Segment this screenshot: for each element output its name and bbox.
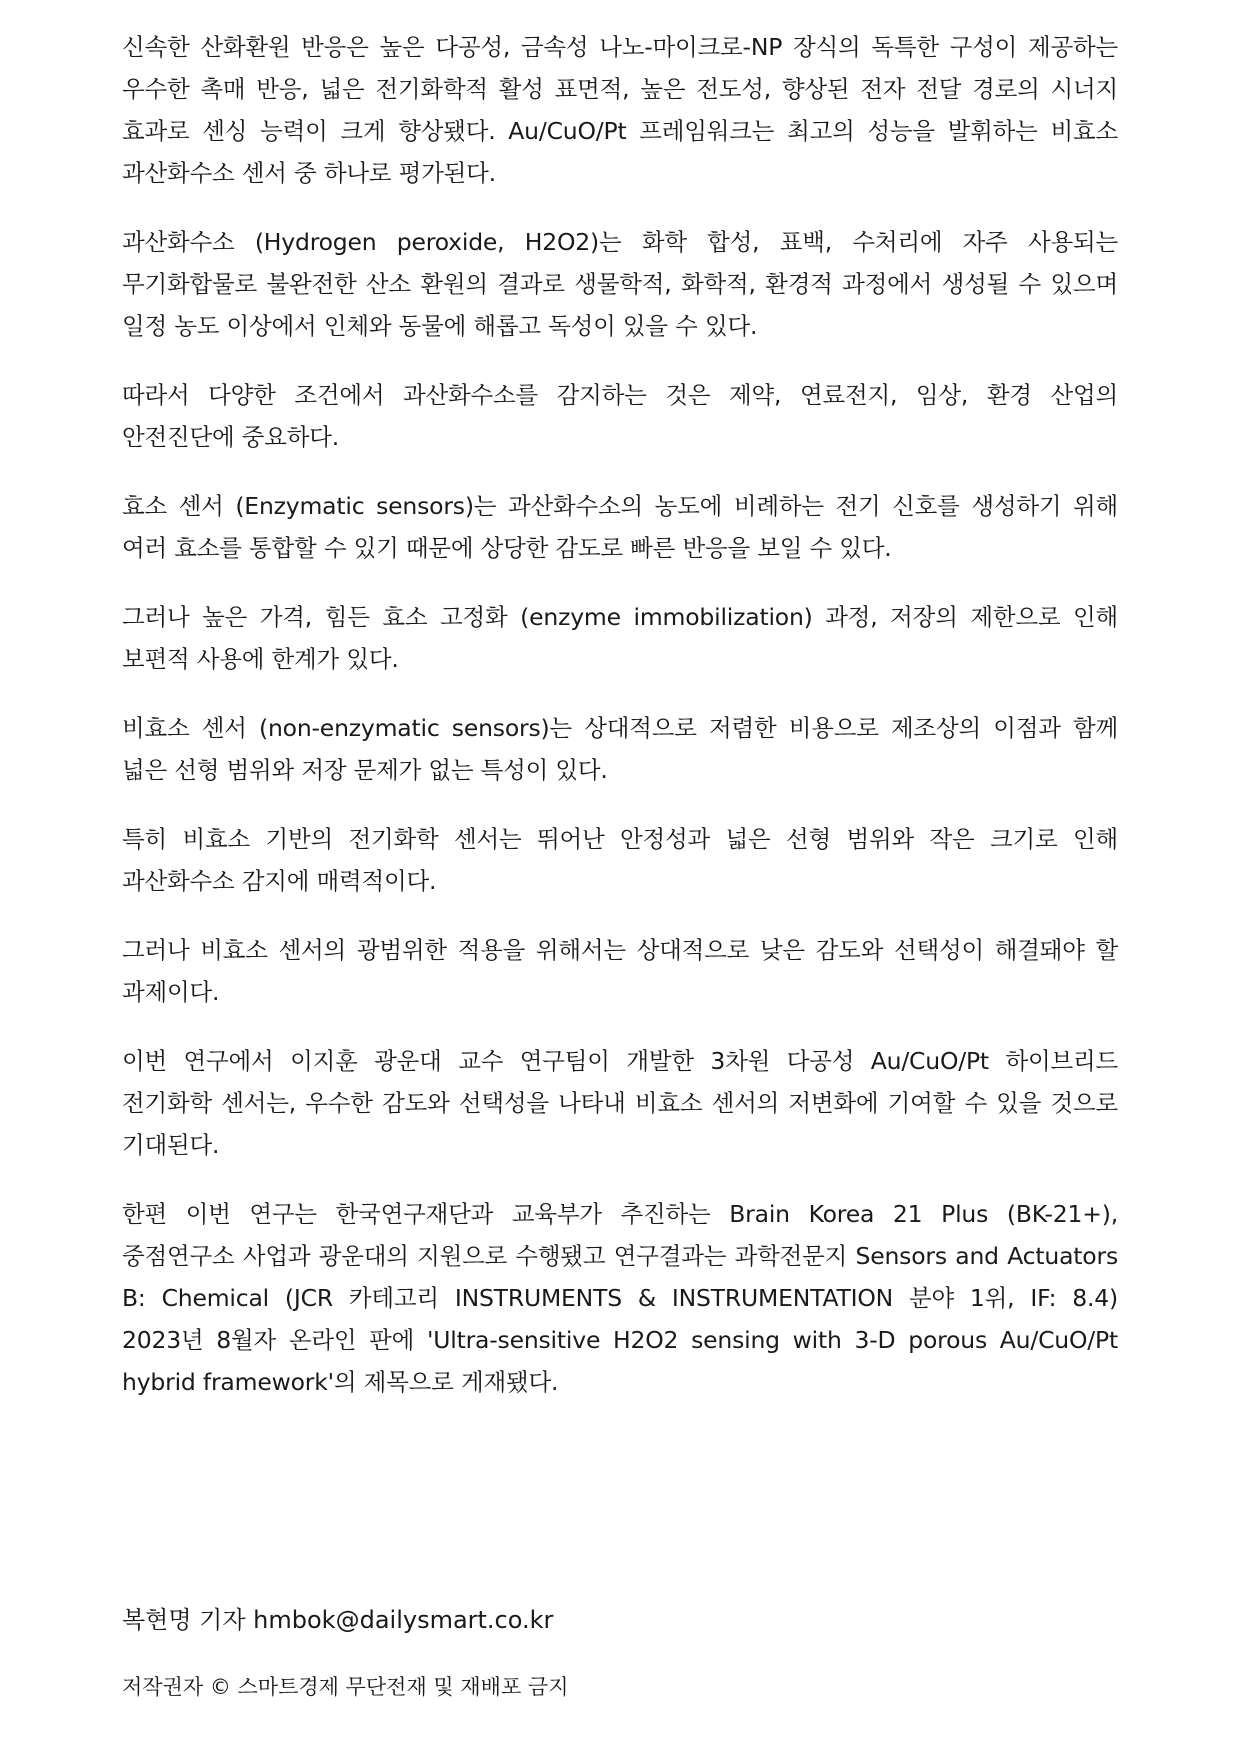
article-paragraph: 그러나 비효소 센서의 광범위한 적용을 위해서는 상대적으로 낮은 감도와 선택성이 해결돼야 할 과제이다. — [122, 936, 1118, 1006]
article-paragraph: 과산화수소 (Hydrogen peroxide, H2O2)는 화학 합성, 표백, 수처리에 자주 사용되는 무기화합물로 불완전한 산소 환원의 결과로 생물학적, 화학적, 환경적 과정에서 생성될 수 있으며 일정 농도 이상에서 인체와 동물에 해롭고 독성이 있을 수 있다. — [122, 228, 1118, 340]
article-paragraph: 효소 센서 (Enzymatic sensors)는 과산화수소의 농도에 비례하는 전기 신호를 생성하기 위해 여러 효소를 통합할 수 있기 때문에 상당한 감도로 빠른 반응을 보일 수 있다. — [122, 492, 1118, 562]
article-paragraph: 신속한 산화환원 반응은 높은 다공성, 금속성 나노-마이크로-NP 장식의 독특한 구성이 제공하는 우수한 촉매 반응, 넓은 전기화학적 활성 표면적, 높은 전도성, 향상된 전자 전달 경로의 시너지 효과로 센싱 능력이 크게 향상됐다. Au/CuO/Pt 프레임워크는 최고의 성능을 발휘하는 비효소 과산화수소 센서 중 하나로 평가된다. — [122, 33, 1118, 187]
article-paragraph: 따라서 다양한 조건에서 과산화수소를 감지하는 것은 제약, 연료전지, 임상, 환경 산업의 안전진단에 중요하다. — [122, 381, 1118, 451]
article-paragraph: 한편 이번 연구는 한국연구재단과 교육부가 추진하는 Brain Korea 21 Plus (BK-21+), 중점연구소 사업과 광운대의 지원으로 수행됐고 연구결과는 과학전문지 Sensors and Actuators B: Chemical (JCR 카테고리 INSTRUMENTS & INSTRUMENTATION 분야 1위, IF: 8.4) 2023년 8월자 온라인 판에 'Ultra-sensitive H2O2 sensing with 3-D porous Au/CuO/Pt hybrid framework'의 제목으로 게재됐다. — [122, 1200, 1118, 1396]
article-paragraph: 그러나 높은 가격, 힘든 효소 고정화 (enzyme immobilization) 과정, 저장의 제한으로 인해 보편적 사용에 한계가 있다. — [122, 603, 1118, 673]
reporter-byline: 복현명 기자 hmbok@dailysmart.co.kr — [122, 1606, 554, 1634]
article-paragraph: 이번 연구에서 이지훈 광운대 교수 연구팀이 개발한 3차원 다공성 Au/CuO/Pt 하이브리드 전기화학 센서는, 우수한 감도와 선택성을 나타내 비효소 센서의 저변화에 기여할 수 있을 것으로 기대된다. — [122, 1047, 1118, 1159]
article-paragraph: 특히 비효소 기반의 전기화학 센서는 뛰어난 안정성과 넓은 선형 범위와 작은 크기로 인해 과산화수소 감지에 매력적이다. — [122, 825, 1118, 895]
article-body — [122, 26, 1118, 1430]
copyright-notice: 저작권자 © 스마트경제 무단전재 및 재배포 금지 — [122, 1675, 569, 1699]
article-paragraph: 비효소 센서 (non-enzymatic sensors)는 상대적으로 저렴한 비용으로 제조상의 이점과 함께 넓은 선형 범위와 저장 문제가 없는 특성이 있다. — [122, 714, 1118, 784]
